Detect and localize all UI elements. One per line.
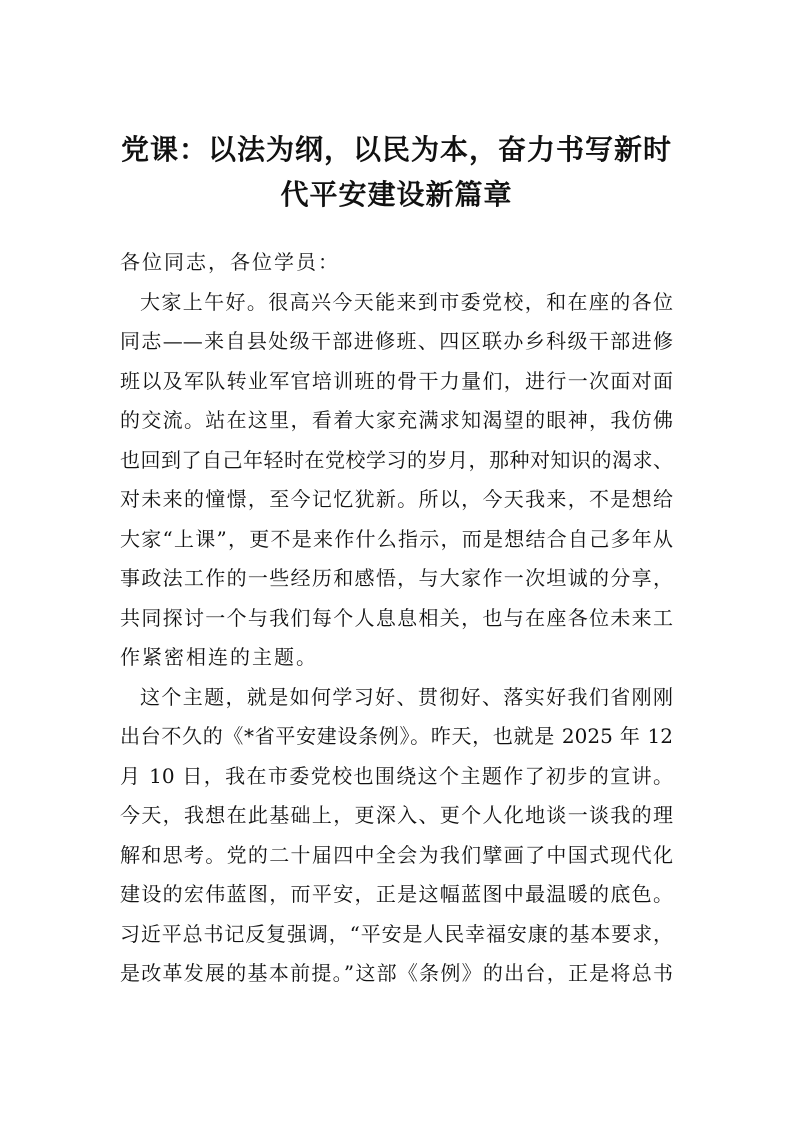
document-body bbox=[120, 243, 673, 994]
document-title-line-1: 党课：以法为纲，以民为本，奋力书写新时 bbox=[120, 133, 672, 166]
paragraph bbox=[120, 678, 673, 994]
text-line: 习近平总书记反复强调，“平安是人民幸福安康的基本要求， bbox=[120, 921, 673, 946]
text-line: 共同探讨一个与我们每个人息息相关，也与在座各位未来工 bbox=[120, 605, 673, 630]
text-line: 的交流。站在这里，看着大家充满求知渴望的眼神，我仿佛 bbox=[120, 408, 673, 432]
salutation: 各位同志，各位学员： bbox=[120, 250, 340, 274]
paragraph bbox=[120, 283, 673, 678]
text-line: 对未来的憧憬，至今记忆犹新。所以，今天我来，不是想给 bbox=[120, 487, 673, 511]
text-line: 这个主题，就是如何学习好、贯彻好、落实好我们省刚刚 bbox=[140, 684, 673, 709]
text-line: 也回到了自己年轻时在党校学习的岁月，那种对知识的渴求、 bbox=[120, 447, 673, 472]
text-line: 大家“上课”，更不是来作什么指示，而是想结合自己多年从 bbox=[120, 526, 673, 551]
text-line: 解和思考。党的二十届四中全会为我们擘画了中国式现代化 bbox=[120, 842, 673, 867]
text-line: 出台不久的《*省平安建设条例》。昨天，也就是 2025 年 12 bbox=[120, 724, 673, 748]
paragraphs bbox=[120, 283, 673, 994]
text-line: 班以及军队转业军官培训班的骨干力量们，进行一次面对面 bbox=[120, 368, 673, 393]
text-line: 是改革发展的基本前提。”这部《条例》的出台，正是将总书 bbox=[120, 961, 673, 985]
document-title-line-2: 代平安建设新篇章 bbox=[280, 178, 513, 211]
text-line: 同志——来自县处级干部进修班、四区联办乡科级干部进修 bbox=[120, 329, 673, 353]
text-line: 今天，我想在此基础上，更深入、更个人化地谈一谈我的理 bbox=[120, 803, 673, 827]
text-line: 作紧密相连的主题。 bbox=[120, 645, 318, 669]
text-line: 大家上午好。很高兴今天能来到市委党校，和在座的各位 bbox=[140, 289, 673, 314]
text-line: 事政法工作的一些经历和感悟，与大家作一次坦诚的分享， bbox=[120, 566, 673, 590]
text-line: 月 10 日，我在市委党校也围绕这个主题作了初步的宣讲。 bbox=[120, 763, 673, 788]
text-line: 建设的宏伟蓝图，而平安，正是这幅蓝图中最温暖的底色。 bbox=[120, 882, 673, 906]
